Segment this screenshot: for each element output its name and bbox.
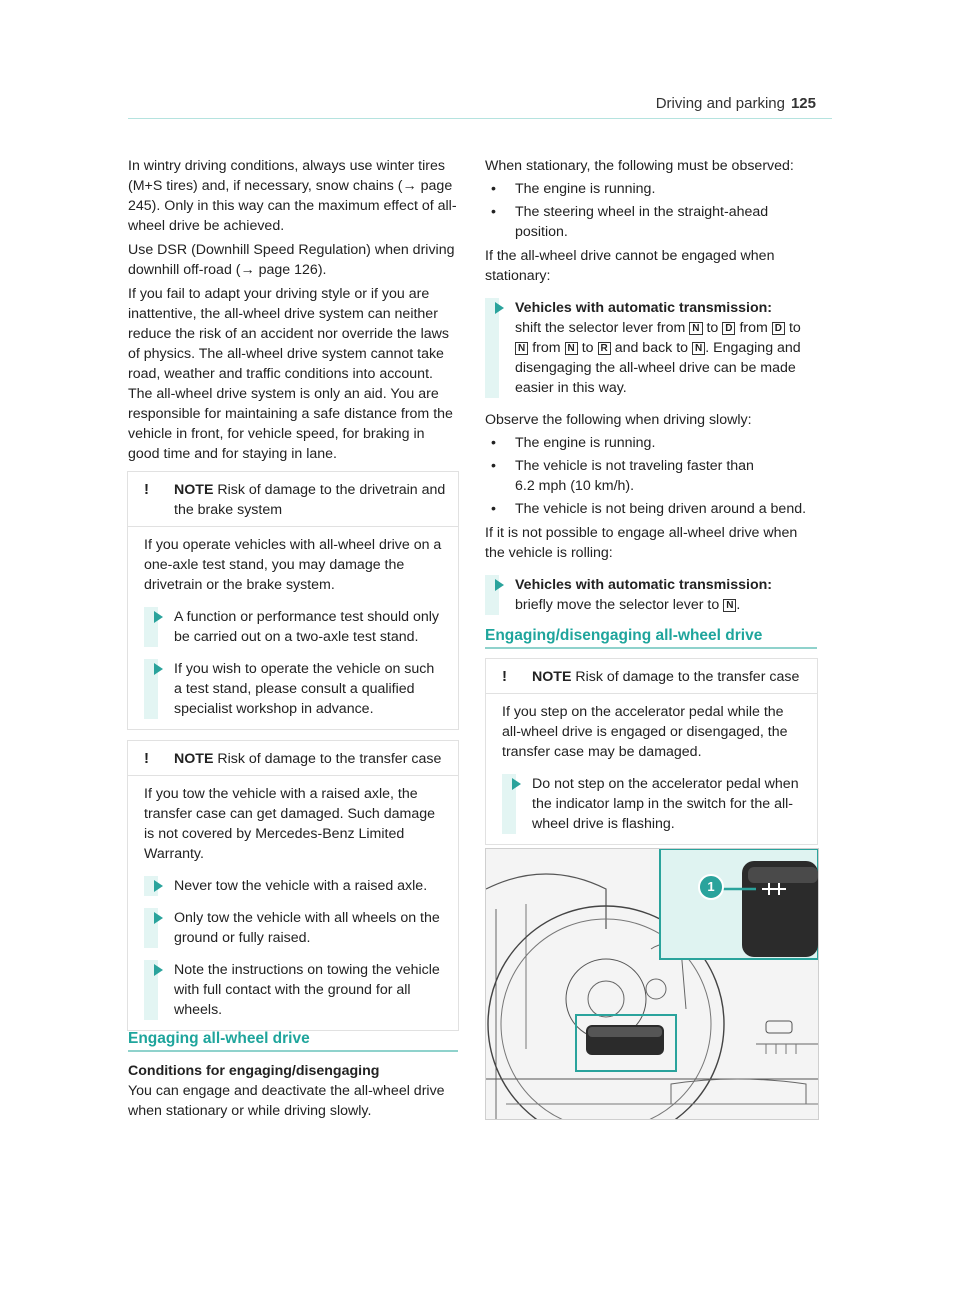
header-rule bbox=[128, 118, 832, 119]
page-header bbox=[656, 94, 816, 114]
conditions-block bbox=[128, 1061, 458, 1121]
note-transfer-case-towing bbox=[127, 740, 459, 1031]
note-body bbox=[128, 776, 458, 1030]
step-item bbox=[144, 659, 446, 719]
step-item bbox=[144, 607, 446, 647]
list-item: • The vehicle is not being driven around a bend. bbox=[491, 501, 807, 517]
note-label: NOTE bbox=[174, 482, 214, 498]
key-n-icon: N bbox=[692, 342, 705, 355]
list-item: • The vehicle is not traveling faster than 6.2 mph (10 km/h). bbox=[491, 458, 754, 494]
note-text: If you step on the accelerator pedal while the all-wheel drive is engaged or disengaged, the transfer case may be damaged. bbox=[502, 704, 788, 760]
list-item: • The engine is running. bbox=[491, 435, 656, 451]
key-n-icon: N bbox=[565, 342, 578, 355]
key-d-icon: D bbox=[722, 322, 735, 335]
paragraph-conditions: You can engage and deactivate the all-wheel drive when stationary or while driving slowly. bbox=[128, 1083, 445, 1119]
dashboard-illustration bbox=[486, 849, 818, 1119]
step-item bbox=[485, 575, 815, 615]
note-title: Risk of damage to the drivetrain and the brake system bbox=[174, 482, 446, 518]
section-rule bbox=[485, 647, 817, 649]
step-arrow-icon bbox=[154, 912, 163, 924]
note-body bbox=[128, 527, 458, 729]
key-d-icon: D bbox=[772, 322, 785, 335]
note-body bbox=[486, 694, 817, 844]
note-header bbox=[128, 741, 458, 776]
step-item bbox=[144, 960, 446, 1020]
note-header bbox=[486, 659, 817, 694]
note-text: If you tow the vehicle with a raised axle, the transfer case can get damaged. Such damage is not covered by Mercedes-Benz Limited Warranty. bbox=[144, 786, 436, 862]
step-title: Vehicles with automatic transmission: bbox=[515, 300, 773, 316]
note-label: NOTE bbox=[532, 669, 572, 685]
step-text: Note the instructions on towing the vehicle with full contact with the ground for all wheels. bbox=[174, 962, 440, 1018]
step-arrow-icon bbox=[154, 964, 163, 976]
note-text: If you operate vehicles with all-wheel drive on a one-axle test stand, you may damage the drivetrain or the brake system. bbox=[144, 537, 442, 593]
step-text: briefly move the selector lever to N . bbox=[515, 597, 741, 613]
paragraph-stationary: When stationary, the following must be observed: bbox=[485, 158, 794, 174]
step-title: Vehicles with automatic transmission: bbox=[515, 577, 773, 593]
step-item bbox=[502, 774, 805, 834]
key-n-icon: N bbox=[723, 599, 736, 612]
section-title-engaging: Engaging all-wheel drive bbox=[128, 1030, 310, 1047]
paragraph-responsibility: If you fail to adapt your driving style or if you are inattentive, the all-wheel drive system can neither reduce the risk of an accident nor override the laws of physics. The all-wheel drive system cannot take road, weather and traffic conditions into account. The all-wheel drive system is only an aid. You are responsible for maintaining a safe distance from the vehicle in front, for vehicle speed, for braking in good time and for staying in lane. bbox=[128, 286, 453, 462]
list-item: • The engine is running. bbox=[491, 181, 656, 197]
step-arrow-icon bbox=[495, 579, 504, 591]
dashboard-figure bbox=[485, 848, 819, 1120]
page-number: 125 bbox=[790, 95, 816, 112]
step-arrow-icon bbox=[512, 778, 521, 790]
step-text: If you wish to operate the vehicle on such a test stand, please consult a qualified specialist workshop in advance. bbox=[174, 661, 435, 717]
step-arrow-icon bbox=[154, 611, 163, 623]
step-item bbox=[144, 908, 446, 948]
section-rule bbox=[128, 1050, 458, 1052]
paragraph-observe: Observe the following when driving slowly: bbox=[485, 412, 752, 428]
step-item bbox=[144, 876, 446, 896]
paragraph-dsr: Use DSR (Downhill Speed Regulation) when driving downhill off-road (→ page 126). bbox=[128, 242, 455, 278]
warning-icon: ! bbox=[502, 668, 507, 685]
step-arrow-icon bbox=[154, 880, 163, 892]
list-item: • The steering wheel in the straight-ahead position. bbox=[491, 204, 769, 240]
right-column bbox=[485, 156, 815, 615]
note-accelerator bbox=[485, 658, 818, 845]
step-text: Do not step on the accelerator pedal when the indicator lamp in the switch for the all-wheel drive is flashing. bbox=[532, 776, 799, 832]
step-text: A function or performance test should only be carried out on a two-axle test stand. bbox=[174, 609, 439, 645]
step-arrow-icon bbox=[154, 663, 163, 675]
step-text: Only tow the vehicle with all wheels on the ground or fully raised. bbox=[174, 910, 440, 946]
paragraph-cannot-engage: If the all-wheel drive cannot be engaged when stationary: bbox=[485, 248, 775, 284]
subheading-conditions: Conditions for engaging/disengaging bbox=[128, 1063, 380, 1079]
note-title: Risk of damage to the transfer case bbox=[575, 669, 800, 685]
paragraph-winter-tires: In wintry driving conditions, always use winter tires (M+S tires) and, if necessary, snow chains (→ page 245). Only in this way can the maximum effect of all-wheel drive be achieved. bbox=[128, 158, 457, 234]
step-arrow-icon bbox=[495, 302, 504, 314]
callout-1-badge: 1 bbox=[698, 874, 724, 900]
section-title-engaging-disengaging: Engaging/disengaging all-wheel drive bbox=[485, 627, 763, 644]
note-label: NOTE bbox=[174, 751, 214, 767]
step-text: Never tow the vehicle with a raised axle. bbox=[174, 878, 428, 894]
key-r-icon: R bbox=[598, 342, 611, 355]
warning-icon: ! bbox=[144, 750, 149, 767]
note-drivetrain bbox=[127, 471, 459, 730]
key-n-icon: N bbox=[689, 322, 702, 335]
warning-icon: ! bbox=[144, 481, 149, 498]
note-header bbox=[128, 472, 458, 527]
step-item bbox=[485, 298, 815, 398]
key-n-icon: N bbox=[515, 342, 528, 355]
step-text: shift the selector lever from N to D from D to N from N to R and back to N . Engaging and disengaging the all-wheel drive can be made easier in this way. bbox=[515, 320, 801, 396]
note-title: Risk of damage to the transfer case bbox=[217, 751, 442, 767]
paragraph-rolling: If it is not possible to engage all-wheel drive when the vehicle is rolling: bbox=[485, 525, 798, 561]
left-column bbox=[128, 156, 458, 464]
header-section: Driving and parking bbox=[655, 95, 785, 112]
